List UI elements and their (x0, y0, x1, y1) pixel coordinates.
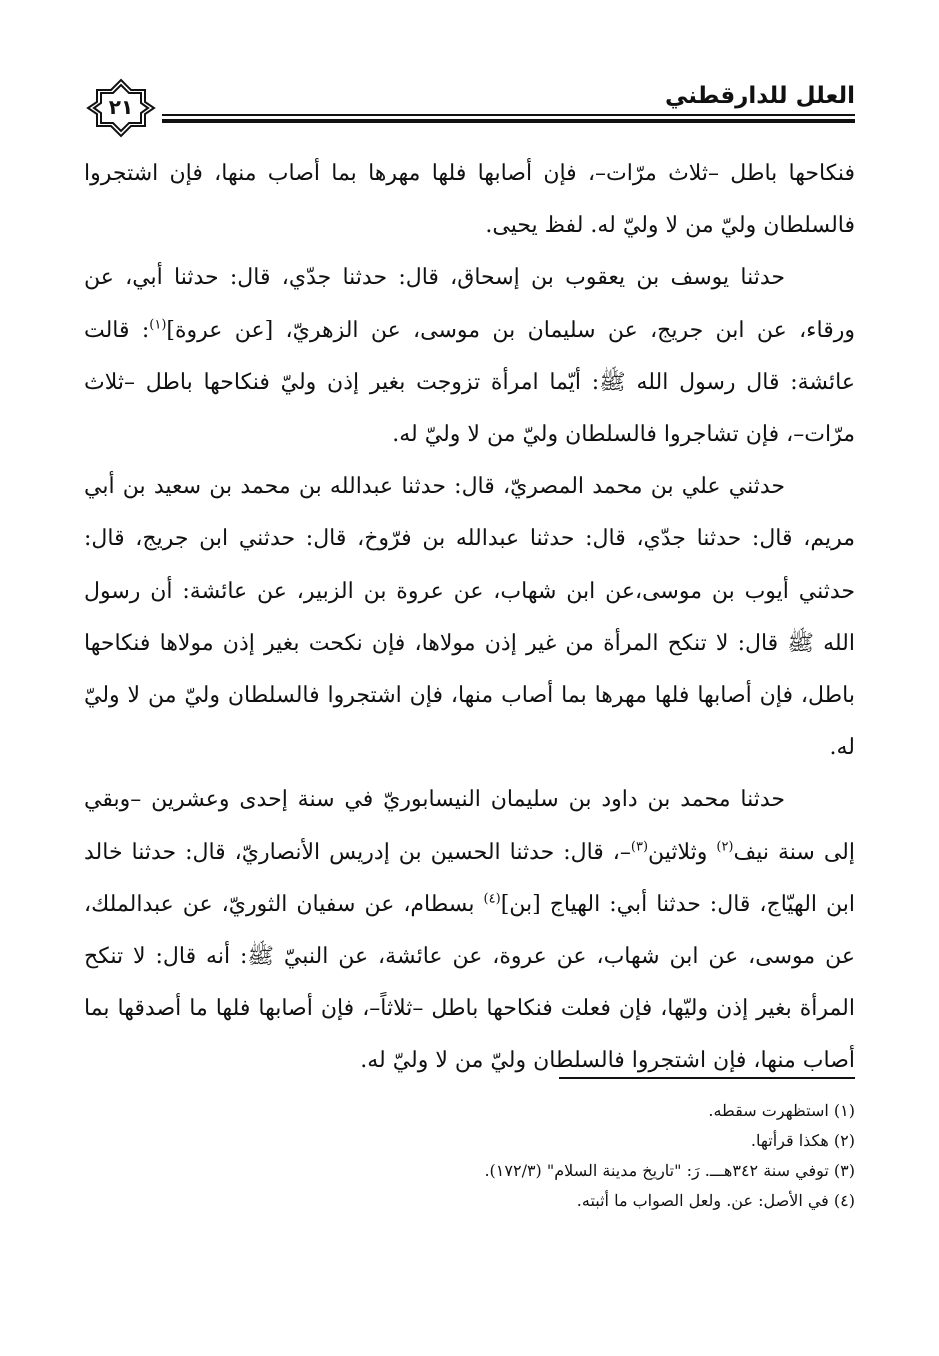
paragraph-text: وثلاثين (648, 839, 717, 865)
footnote-3: (٣) توفي سنة ٣٤٢هـــ. رَ: "تاريخ مدينة السلام" (١٧٢/٣). (484, 1161, 855, 1180)
paragraph-hadith-ali: حدثني علي بن محمد المصريّ، قال: حدثنا عبدالله بن محمد بن سعيد بن أبي مريم، قال: حدثنا جدّي، قال: حدثنا عبدالله بن فرّوخ، قال: حدثني ابن جريج، قال: حدثني أيوب بن موسى،عن ابن شهاب، عن عروة بن الزبير، عن عائشة: أن رسول الله ﷺ قال: لا تنكح المرأة من غير إذن مولاها، فإن نكحت بغير إذن مولاها فنكاحها باطل، فإن أصابها فلها مهرها بما أصاب منها، فإن اشتجروا فالسلطان وليّ من لا وليّ له. (84, 474, 856, 761)
main-text (84, 148, 855, 1088)
footnote-ref-4: (٤) (483, 891, 501, 907)
page-header (84, 78, 855, 138)
footnote-ref-1: (١) (149, 317, 167, 333)
page-number-badge (86, 78, 156, 138)
header-rule-thick (162, 119, 855, 123)
paragraph-text: بسطام، عن سفيان الثوريّ، عن عبدالملك، عن موسى، عن ابن شهاب، عن عروة، عن عائشة، عن النبيّ ﷺ: أنه قال: لا تنكح المرأة بغير إذن وليّها، فإن فعلت فنكاحها باطل –ثلاثاً–، فإن أصابها فلها ما أصدقها بما أصاب منها، فإن اشتجروا فالسلطان وليّ من لا وليّ له. (84, 891, 855, 1074)
paragraph-continuation: فنكاحها باطل –ثلاث مرّات–، فإن أصابها فلها مهرها بما أصاب منها، فإن اشتجروا فالسلطان وليّ من لا وليّ له. لفظ يحيى. (84, 161, 855, 239)
page-number: ٢١ (108, 95, 134, 119)
paragraph-hadith-muhammad (84, 774, 855, 1087)
paragraph-text: –، قال: حدثنا الحسين بن إدريس الأنصاريّ، قال: حدثنا خالد ابن الهيّاج، قال: حدثنا أبي: الهياج [بن] (84, 839, 855, 917)
paragraph-text: حدثنا يوسف بن يعقوب بن إسحاق، قال: حدثنا جدّي، قال: حدثنا أبي، عن ورقاء، عن ابن جريج، عن سليمان بن موسى، عن الزهريّ، [عن عروة] (84, 265, 855, 343)
paragraph-text: : قالت عائشة: قال رسول الله ﷺ: أيّما امرأة تزوجت بغير إذن وليّ فنكاحها باطل –ثلاث مرّات–، فإن تشاجروا فالسلطان وليّ من لا وليّ له. (84, 317, 855, 448)
paragraph-text: حدثنا محمد بن داود بن سليمان النيسابوريّ في سنة إحدى وعشرين –وبقي إلى سنة نيف (84, 787, 855, 865)
running-title: العلل للدارقطني (665, 83, 855, 109)
paragraph-hadith-yusuf (84, 252, 855, 461)
footnote-ref-3: (٣) (630, 839, 649, 855)
footnote-2: (٢) هكذا قرأتها. (750, 1131, 855, 1150)
footnote-4: (٤) في الأصل: عن. ولعل الصواب ما أثبته. (576, 1191, 855, 1210)
footnotes (84, 1096, 855, 1216)
header-rule-thin (162, 114, 855, 116)
footnote-divider (559, 1077, 855, 1079)
footnote-1: (١) استظهرت سقطه. (708, 1101, 855, 1120)
footnote-ref-2: (٢) (716, 839, 734, 855)
